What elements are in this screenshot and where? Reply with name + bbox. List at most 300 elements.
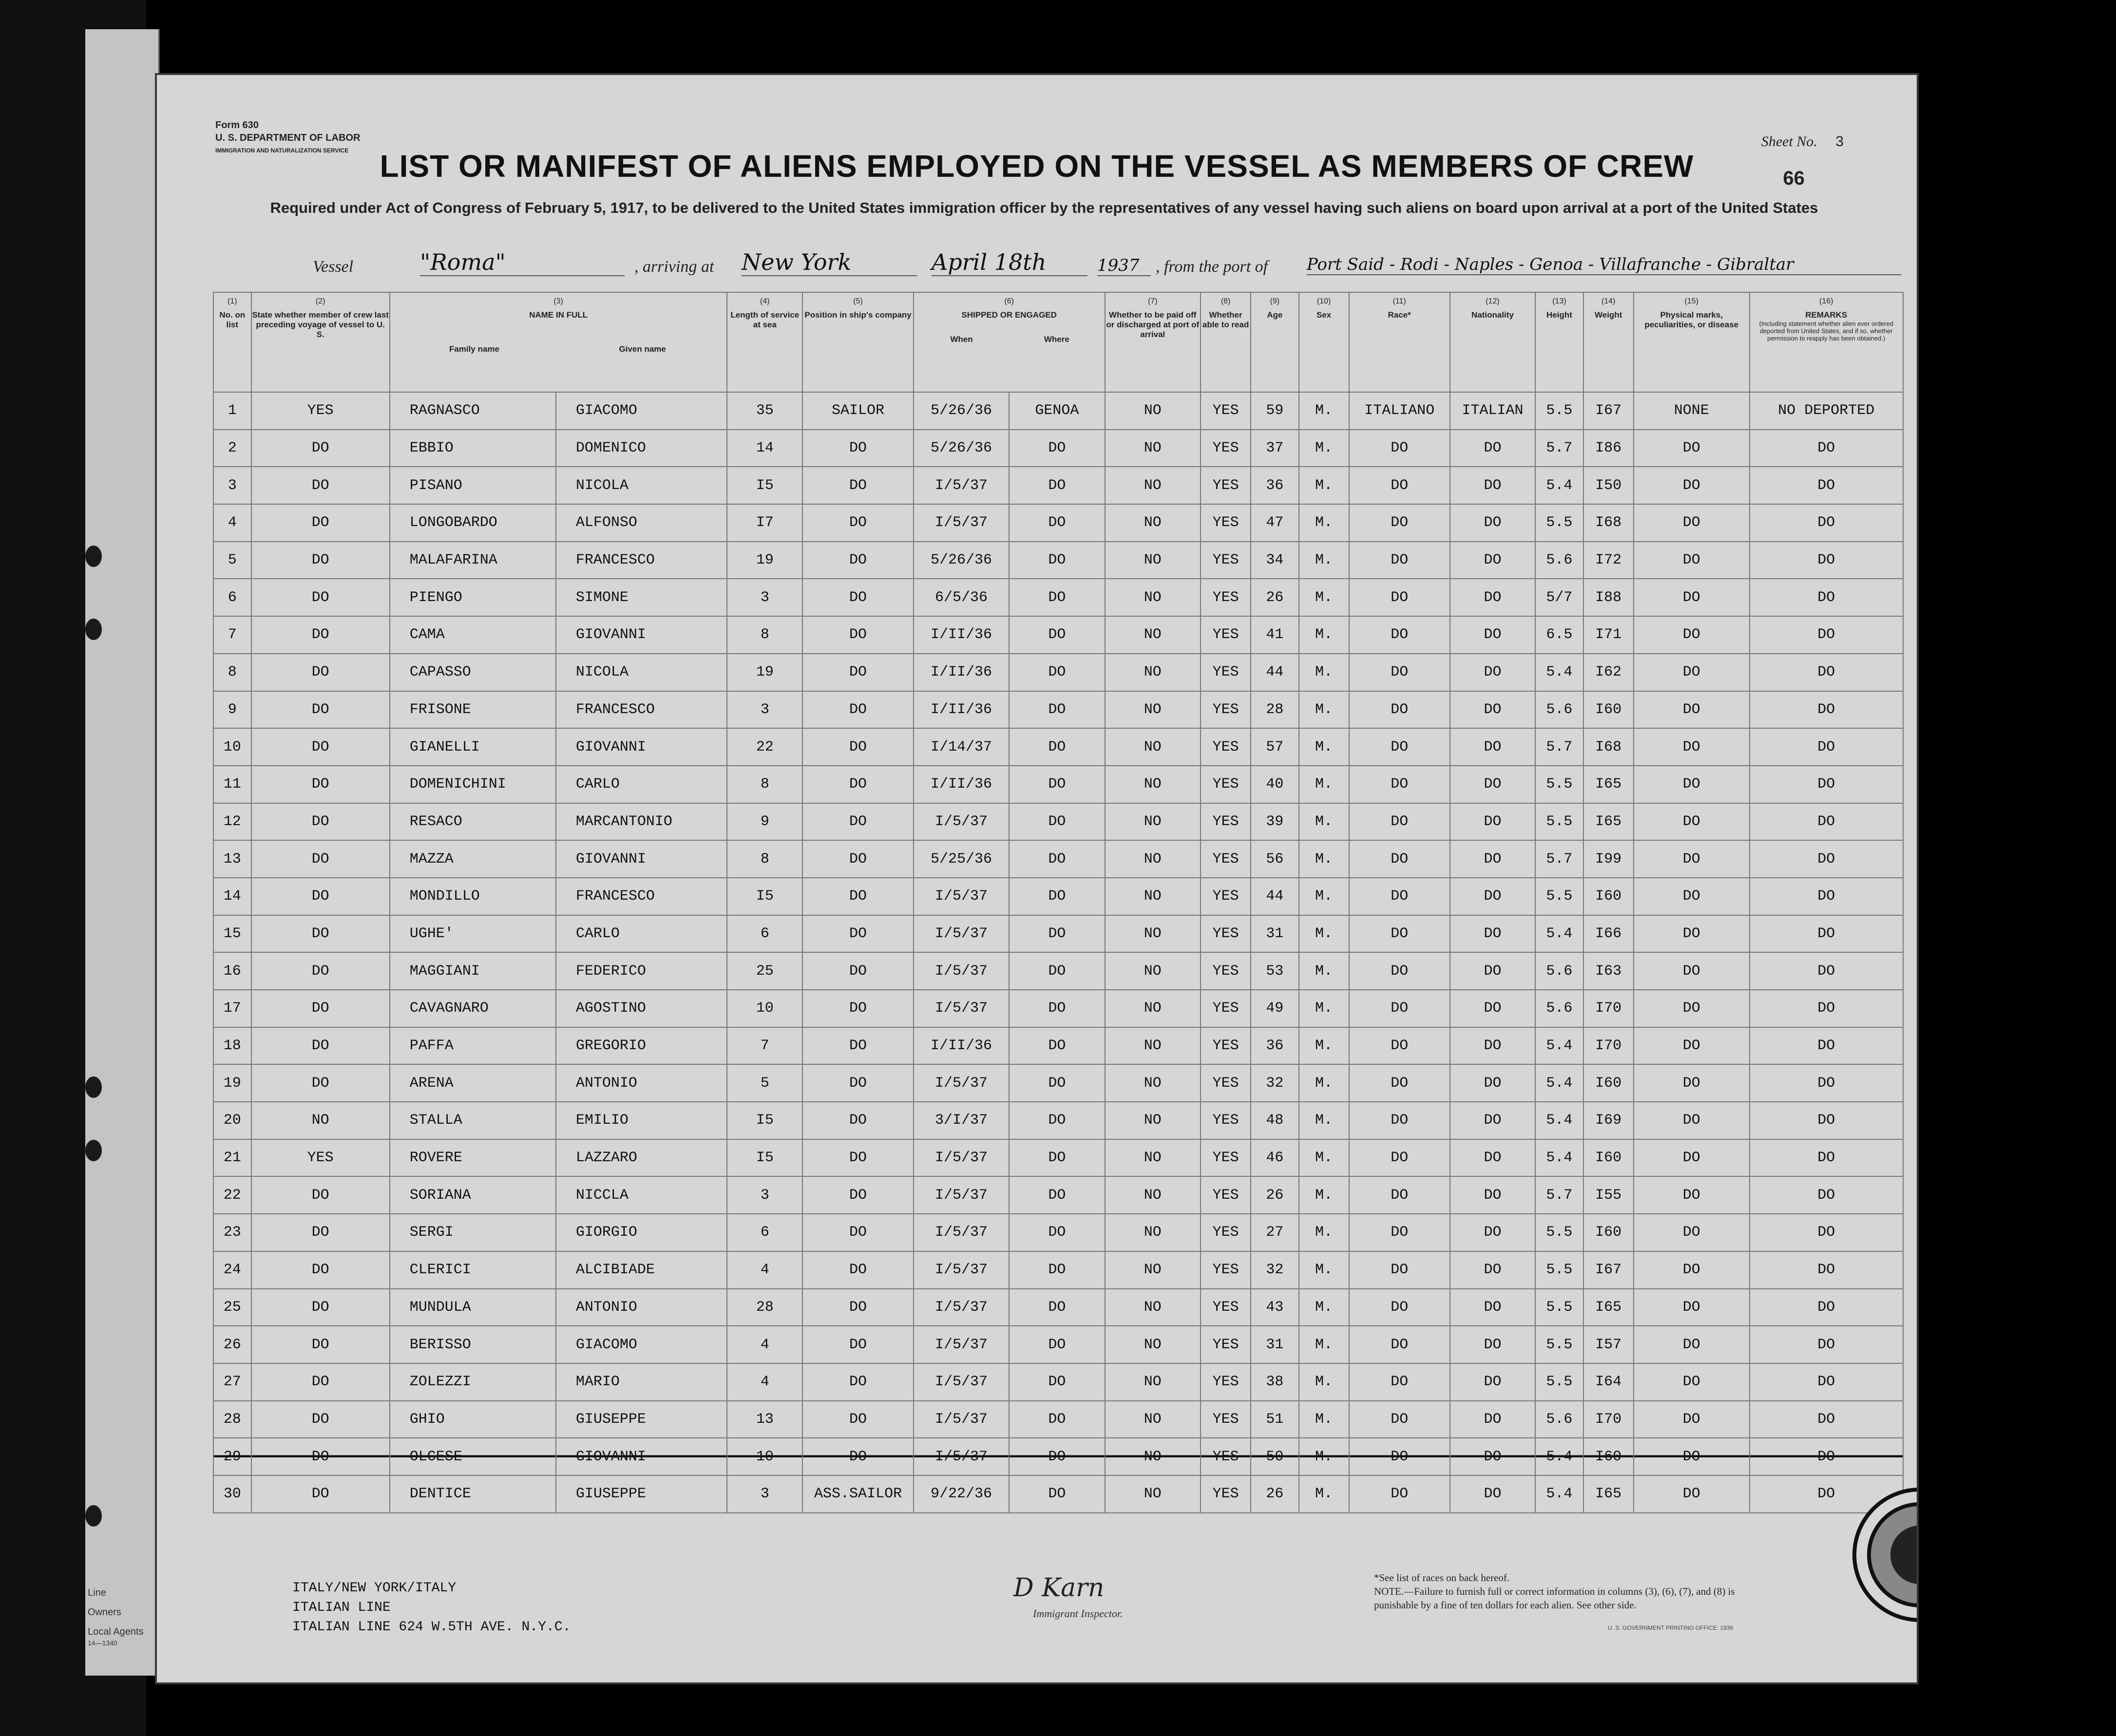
crew-row — [213, 392, 1903, 430]
remarks-cell: DO — [1750, 878, 1903, 915]
remarks-cell: DO — [1750, 990, 1903, 1027]
row-number-cell: 20 — [213, 1102, 251, 1139]
row-number-cell: 1 — [213, 392, 251, 430]
given-name-cell: ANTONIO — [556, 1064, 727, 1102]
line-value: ITALY/NEW YORK/ITALY — [292, 1581, 457, 1596]
weight-cell: I67 — [1583, 392, 1634, 430]
shipped-when-cell: I/5/37 — [914, 1326, 1009, 1363]
nationality-cell: DO — [1450, 1363, 1536, 1401]
height-cell: 5.4 — [1535, 1139, 1583, 1177]
previous-voyage-cell: DO — [251, 579, 390, 616]
able-to-read-cell: YES — [1201, 1139, 1251, 1177]
nationality-cell: DO — [1450, 467, 1536, 504]
shipped-where-cell: DO — [1009, 1289, 1105, 1326]
physical-marks-cell: DO — [1634, 1027, 1750, 1065]
arrival-port: New York — [742, 249, 917, 276]
able-to-read-cell: YES — [1201, 1176, 1251, 1214]
paid-off-cell: NO — [1105, 728, 1201, 766]
length-of-service-cell: 25 — [727, 952, 802, 990]
length-of-service-cell: 4 — [727, 1251, 802, 1289]
previous-voyage-cell: DO — [251, 1027, 390, 1065]
height-cell: 5.5 — [1535, 1251, 1583, 1289]
service-name: IMMIGRATION AND NATURALIZATION SERVICE — [215, 147, 349, 154]
owners-value: ITALIAN LINE — [292, 1600, 391, 1615]
given-name-cell: MARCANTONIO — [556, 803, 727, 841]
given-name-cell: CARLO — [556, 915, 727, 953]
crew-row — [213, 840, 1903, 878]
able-to-read-cell: YES — [1201, 1475, 1251, 1513]
row-number-cell: 27 — [213, 1363, 251, 1401]
physical-marks-cell: DO — [1634, 1214, 1750, 1251]
footer-form-code: 14—1340 — [88, 1639, 117, 1647]
paid-off-cell: NO — [1105, 392, 1201, 430]
position-cell: DO — [802, 1027, 913, 1065]
shipped-where-cell: GENOA — [1009, 392, 1105, 430]
paid-off-cell: NO — [1105, 1102, 1201, 1139]
physical-marks-cell: DO — [1634, 1475, 1750, 1513]
family-name-cell: CLERICI — [390, 1251, 556, 1289]
previous-voyage-cell: DO — [251, 1326, 390, 1363]
physical-marks-cell: DO — [1634, 840, 1750, 878]
family-name-cell: MAZZA — [390, 840, 556, 878]
family-name-cell: CAVAGNARO — [390, 990, 556, 1027]
crew-row — [213, 1438, 1903, 1475]
shipped-where-cell: DO — [1009, 1251, 1105, 1289]
shipped-when-cell: I/5/37 — [914, 1251, 1009, 1289]
height-cell: 5.4 — [1535, 1102, 1583, 1139]
column-header: (14) Weight — [1583, 292, 1634, 392]
age-cell: 37 — [1251, 430, 1298, 467]
remarks-note: (Including statement whether alien ever ordered deported from United States, and if so, whether permission to reapply has been obtained.) — [1759, 320, 1893, 342]
position-cell: DO — [802, 1139, 913, 1177]
age-cell: 40 — [1251, 766, 1298, 803]
sex-cell: M. — [1299, 952, 1349, 990]
shipped-where-cell: DO — [1009, 728, 1105, 766]
position-cell: DO — [802, 766, 913, 803]
length-of-service-cell: I5 — [727, 467, 802, 504]
sex-cell: M. — [1299, 1214, 1349, 1251]
remarks-cell: DO — [1750, 616, 1903, 654]
able-to-read-cell: YES — [1201, 728, 1251, 766]
remarks-cell: DO — [1750, 840, 1903, 878]
shipped-where-cell: DO — [1009, 840, 1105, 878]
weight-cell: I65 — [1583, 766, 1634, 803]
remarks-cell: DO — [1750, 504, 1903, 542]
shipped-where-cell: DO — [1009, 1475, 1105, 1513]
row-number-cell: 16 — [213, 952, 251, 990]
weight-cell: I66 — [1583, 915, 1634, 953]
physical-marks-cell: DO — [1634, 990, 1750, 1027]
shipped-when-cell: I/II/36 — [914, 691, 1009, 729]
age-cell: 27 — [1251, 1214, 1298, 1251]
race-cell: DO — [1349, 803, 1450, 841]
inspector-title: Immigrant Inspector. — [1033, 1607, 1123, 1620]
race-cell: DO — [1349, 728, 1450, 766]
remarks-cell: DO — [1750, 430, 1903, 467]
page-subtitle: Required under Act of Congress of February 5, 1917, to be delivered to the United States immigration officer by the representatives of any vessel having such aliens on board upon arrival at a port of the United States — [270, 199, 1818, 216]
previous-voyage-cell: DO — [251, 952, 390, 990]
position-cell: DO — [802, 1326, 913, 1363]
row-number-cell: 13 — [213, 840, 251, 878]
shipped-where-cell: DO — [1009, 1363, 1105, 1401]
shipped-when-cell: I/5/37 — [914, 504, 1009, 542]
shipped-where-cell: DO — [1009, 990, 1105, 1027]
physical-marks-cell: DO — [1634, 1326, 1750, 1363]
position-cell: DO — [802, 616, 913, 654]
family-name-cell: MUNDULA — [390, 1289, 556, 1326]
weight-cell: I70 — [1583, 990, 1634, 1027]
able-to-read-cell: YES — [1201, 392, 1251, 430]
given-name-cell: AGOSTINO — [556, 990, 727, 1027]
able-to-read-cell: YES — [1201, 1027, 1251, 1065]
shipped-when-cell: I/II/36 — [914, 1027, 1009, 1065]
column-header: (4) Length of service at sea — [727, 292, 802, 392]
footer-owners-row — [88, 1600, 770, 1620]
previous-voyage-cell: DO — [251, 654, 390, 691]
crew-row — [213, 654, 1903, 691]
line-label: Line — [88, 1587, 106, 1598]
age-cell: 28 — [1251, 691, 1298, 729]
length-of-service-cell: 3 — [727, 579, 802, 616]
weight-cell: I60 — [1583, 878, 1634, 915]
given-name-header: Given name — [619, 344, 666, 354]
weight-cell: I60 — [1583, 1064, 1634, 1102]
able-to-read-cell: YES — [1201, 691, 1251, 729]
age-cell: 36 — [1251, 467, 1298, 504]
height-cell: 5.5 — [1535, 1326, 1583, 1363]
race-cell: DO — [1349, 430, 1450, 467]
shipped-when-cell: I/5/37 — [914, 1139, 1009, 1177]
remarks-cell: DO — [1750, 1251, 1903, 1289]
paid-off-cell: NO — [1105, 542, 1201, 579]
remarks-cell: DO — [1750, 1139, 1903, 1177]
sex-cell: M. — [1299, 430, 1349, 467]
given-name-cell: NICOLA — [556, 467, 727, 504]
family-name-cell: PIENGO — [390, 579, 556, 616]
shipped-where-cell: DO — [1009, 1438, 1105, 1475]
length-of-service-cell: 3 — [727, 1475, 802, 1513]
length-of-service-cell: 8 — [727, 766, 802, 803]
able-to-read-cell: YES — [1201, 840, 1251, 878]
column-header: (13) Height — [1535, 292, 1583, 392]
shipped-when-cell: I/5/37 — [914, 1438, 1009, 1475]
length-of-service-cell: I5 — [727, 878, 802, 915]
given-name-cell: GIOVANNI — [556, 1438, 727, 1475]
height-cell: 5.4 — [1535, 915, 1583, 953]
nationality-cell: DO — [1450, 1064, 1536, 1102]
departure-ports: Port Said - Rodi - Naples - Genoa - Villafranche - Gibraltar — [1307, 255, 1901, 275]
crew-row — [213, 990, 1903, 1027]
previous-voyage-cell: DO — [251, 691, 390, 729]
races-note: *See list of races on back hereof. — [1374, 1572, 1510, 1584]
nationality-cell: DO — [1450, 691, 1536, 729]
column-header: (16) REMARKS (Including statement whether alien ever ordered deported from United States, and if so, whether permission to reapply has been obtained.) — [1750, 292, 1903, 392]
position-cell: DO — [802, 1363, 913, 1401]
sex-cell: M. — [1299, 1251, 1349, 1289]
family-name-cell: UGHE' — [390, 915, 556, 953]
column-header: (9) Age — [1251, 292, 1298, 392]
race-cell: DO — [1349, 1475, 1450, 1513]
position-cell: DO — [802, 1251, 913, 1289]
sex-cell: M. — [1299, 1401, 1349, 1438]
given-name-cell: GREGORIO — [556, 1027, 727, 1065]
race-cell: DO — [1349, 1438, 1450, 1475]
printing-office-imprint: U. S. GOVERNMENT PRINTING OFFICE: 1936 — [1608, 1624, 1734, 1631]
column-header-row — [213, 292, 1903, 392]
weight-cell: I86 — [1583, 430, 1634, 467]
physical-marks-cell: DO — [1634, 915, 1750, 953]
position-cell: DO — [802, 1102, 913, 1139]
shipped-when-cell: I/5/37 — [914, 878, 1009, 915]
sex-cell: M. — [1299, 1363, 1349, 1401]
crew-rows — [213, 392, 1903, 1513]
vessel-name: "Roma" — [420, 249, 625, 276]
penalty-note: NOTE.—Failure to furnish full or correct information in columns (3), (6), (7), and (8) is punishable by a fine of ten dollars for each alien. See other side. — [1374, 1585, 1735, 1611]
paid-off-cell: NO — [1105, 840, 1201, 878]
length-of-service-cell: 8 — [727, 616, 802, 654]
age-cell: 32 — [1251, 1064, 1298, 1102]
sex-cell: M. — [1299, 766, 1349, 803]
physical-marks-cell: DO — [1634, 654, 1750, 691]
binding-stub — [85, 29, 160, 1676]
race-cell: DO — [1349, 1102, 1450, 1139]
crew-row — [213, 430, 1903, 467]
nationality-cell: DO — [1450, 728, 1536, 766]
family-name-cell: GIANELLI — [390, 728, 556, 766]
physical-marks-cell: DO — [1634, 1064, 1750, 1102]
previous-voyage-cell: DO — [251, 1438, 390, 1475]
paid-off-cell: NO — [1105, 803, 1201, 841]
age-cell: 31 — [1251, 1326, 1298, 1363]
nationality-cell: DO — [1450, 654, 1536, 691]
nationality-cell: DO — [1450, 915, 1536, 953]
remarks-cell: DO — [1750, 803, 1903, 841]
height-cell: 5.4 — [1535, 1475, 1583, 1513]
height-cell: 5.4 — [1535, 1064, 1583, 1102]
physical-marks-cell: DO — [1634, 467, 1750, 504]
row-number-cell: 14 — [213, 878, 251, 915]
given-name-cell: FRANCESCO — [556, 542, 727, 579]
given-name-cell: GIOVANNI — [556, 840, 727, 878]
remarks-cell: DO — [1750, 1401, 1903, 1438]
crew-row — [213, 952, 1903, 990]
crew-row — [213, 1064, 1903, 1102]
nationality-cell: DO — [1450, 1027, 1536, 1065]
crew-row — [213, 579, 1903, 616]
given-name-cell: GIACOMO — [556, 1326, 727, 1363]
length-of-service-cell: 14 — [727, 430, 802, 467]
sheet-alt-number: 66 — [1783, 168, 1805, 189]
physical-marks-cell: DO — [1634, 1102, 1750, 1139]
position-cell: DO — [802, 654, 913, 691]
previous-voyage-cell: DO — [251, 1064, 390, 1102]
family-name-cell: PISANO — [390, 467, 556, 504]
form-number: Form 630 — [215, 120, 259, 131]
shipped-where-cell: DO — [1009, 1102, 1105, 1139]
age-cell: 41 — [1251, 616, 1298, 654]
given-name-cell: NICOLA — [556, 654, 727, 691]
shipped-where-cell: DO — [1009, 1401, 1105, 1438]
family-name-cell: BERISSO — [390, 1326, 556, 1363]
sex-cell: M. — [1299, 467, 1349, 504]
paid-off-cell: NO — [1105, 467, 1201, 504]
paid-off-cell: NO — [1105, 1214, 1201, 1251]
crew-row — [213, 1363, 1903, 1401]
shipped-where-cell: DO — [1009, 878, 1105, 915]
position-cell: DO — [802, 1064, 913, 1102]
height-cell: 6.5 — [1535, 616, 1583, 654]
family-name-cell: OLCESE — [390, 1438, 556, 1475]
age-cell: 38 — [1251, 1363, 1298, 1401]
position-cell: DO — [802, 915, 913, 953]
position-cell: DO — [802, 990, 913, 1027]
race-cell: DO — [1349, 467, 1450, 504]
length-of-service-cell: 4 — [727, 1363, 802, 1401]
sex-cell: M. — [1299, 1176, 1349, 1214]
footer-agents-row — [88, 1620, 770, 1639]
given-name-cell: ANTONIO — [556, 1289, 727, 1326]
previous-voyage-cell: DO — [251, 616, 390, 654]
row-number-cell: 7 — [213, 616, 251, 654]
sex-cell: M. — [1299, 504, 1349, 542]
given-name-cell: ALCIBIADE — [556, 1251, 727, 1289]
able-to-read-cell: YES — [1201, 766, 1251, 803]
weight-cell: I72 — [1583, 542, 1634, 579]
age-cell: 34 — [1251, 542, 1298, 579]
weight-cell: I55 — [1583, 1176, 1634, 1214]
column-header: (12) Nationality — [1450, 292, 1536, 392]
weight-cell: I70 — [1583, 1027, 1634, 1065]
page-title: LIST OR MANIFEST OF ALIENS EMPLOYED ON THE VESSEL AS MEMBERS OF CREW — [380, 149, 1694, 184]
shipped-when-cell: I/14/37 — [914, 728, 1009, 766]
position-cell: DO — [802, 840, 913, 878]
able-to-read-cell: YES — [1201, 542, 1251, 579]
nationality-cell: DO — [1450, 1289, 1536, 1326]
family-name-cell: MAGGIANI — [390, 952, 556, 990]
race-cell: DO — [1349, 1401, 1450, 1438]
length-of-service-cell: 19 — [727, 654, 802, 691]
physical-marks-cell: DO — [1634, 1251, 1750, 1289]
given-name-cell: CARLO — [556, 766, 727, 803]
sex-cell: M. — [1299, 542, 1349, 579]
race-cell: DO — [1349, 504, 1450, 542]
footer-notes — [1374, 1571, 1744, 1612]
remarks-cell: DO — [1750, 1102, 1903, 1139]
family-name-cell: LONGOBARDO — [390, 504, 556, 542]
row-number-cell: 12 — [213, 803, 251, 841]
length-of-service-cell: I5 — [727, 1102, 802, 1139]
weight-cell: I60 — [1583, 1139, 1634, 1177]
family-name-cell: MONDILLO — [390, 878, 556, 915]
sex-cell: M. — [1299, 1289, 1349, 1326]
shipped-where-cell: DO — [1009, 1027, 1105, 1065]
given-name-cell: EMILIO — [556, 1102, 727, 1139]
length-of-service-cell: 6 — [727, 915, 802, 953]
weight-cell: I63 — [1583, 952, 1634, 990]
crew-row — [213, 504, 1903, 542]
remarks-cell: DO — [1750, 1475, 1903, 1513]
shipped-where-cell: DO — [1009, 504, 1105, 542]
remarks-cell: DO — [1750, 1363, 1903, 1401]
crew-manifest-table — [213, 292, 1904, 1513]
paid-off-cell: NO — [1105, 766, 1201, 803]
physical-marks-cell: DO — [1634, 579, 1750, 616]
previous-voyage-cell: YES — [251, 392, 390, 430]
weight-cell: I60 — [1583, 1438, 1634, 1475]
previous-voyage-cell: DO — [251, 1363, 390, 1401]
physical-marks-cell: DO — [1634, 952, 1750, 990]
row-number-cell: 17 — [213, 990, 251, 1027]
physical-marks-cell: DO — [1634, 1139, 1750, 1177]
previous-voyage-cell: DO — [251, 878, 390, 915]
shipped-where-cell: DO — [1009, 579, 1105, 616]
able-to-read-cell: YES — [1201, 1214, 1251, 1251]
race-cell: DO — [1349, 1363, 1450, 1401]
given-name-cell: GIOVANNI — [556, 728, 727, 766]
weight-cell: I60 — [1583, 1214, 1634, 1251]
able-to-read-cell: YES — [1201, 1401, 1251, 1438]
able-to-read-cell: YES — [1201, 616, 1251, 654]
weight-cell: I64 — [1583, 1363, 1634, 1401]
physical-marks-cell: DO — [1634, 1401, 1750, 1438]
position-cell: DO — [802, 803, 913, 841]
family-name-cell: GHIO — [390, 1401, 556, 1438]
shipped-when-cell: I/5/37 — [914, 1363, 1009, 1401]
nationality-cell: DO — [1450, 579, 1536, 616]
sex-cell: M. — [1299, 1027, 1349, 1065]
row-number-cell: 18 — [213, 1027, 251, 1065]
row-number-cell: 8 — [213, 654, 251, 691]
sex-cell: M. — [1299, 654, 1349, 691]
shipped-when-cell: I/II/36 — [914, 766, 1009, 803]
shipped-when-cell: I/II/36 — [914, 654, 1009, 691]
vessel-info-line — [313, 249, 1911, 282]
height-cell: 5.5 — [1535, 878, 1583, 915]
previous-voyage-cell: DO — [251, 1251, 390, 1289]
previous-voyage-cell: DO — [251, 1289, 390, 1326]
remarks-cell: DO — [1750, 467, 1903, 504]
nationality-cell: DO — [1450, 878, 1536, 915]
family-name-cell: RAGNASCO — [390, 392, 556, 430]
height-cell: 5.6 — [1535, 691, 1583, 729]
given-name-cell: GIACOMO — [556, 392, 727, 430]
previous-voyage-cell: DO — [251, 430, 390, 467]
given-name-cell: GIORGIO — [556, 1214, 727, 1251]
binding-hole — [85, 546, 102, 567]
family-name-cell: CAMA — [390, 616, 556, 654]
paid-off-cell: NO — [1105, 1363, 1201, 1401]
weight-cell: I65 — [1583, 1289, 1634, 1326]
race-cell: DO — [1349, 1251, 1450, 1289]
family-name-header: Family name — [449, 344, 499, 354]
given-name-cell: FEDERICO — [556, 952, 727, 990]
physical-marks-cell: DO — [1634, 504, 1750, 542]
length-of-service-cell: 35 — [727, 392, 802, 430]
row-number-cell: 22 — [213, 1176, 251, 1214]
remarks-cell: NO DEPORTED — [1750, 392, 1903, 430]
physical-marks-cell: DO — [1634, 542, 1750, 579]
shipped-when-cell: 5/26/36 — [914, 392, 1009, 430]
age-cell: 36 — [1251, 1027, 1298, 1065]
length-of-service-cell: 7 — [727, 1027, 802, 1065]
paid-off-cell: NO — [1105, 1139, 1201, 1177]
shipped-where-cell: DO — [1009, 1064, 1105, 1102]
age-cell: 56 — [1251, 840, 1298, 878]
race-cell: DO — [1349, 1289, 1450, 1326]
shipped-when-cell: 5/25/36 — [914, 840, 1009, 878]
age-cell: 46 — [1251, 1139, 1298, 1177]
height-cell: 5.6 — [1535, 990, 1583, 1027]
